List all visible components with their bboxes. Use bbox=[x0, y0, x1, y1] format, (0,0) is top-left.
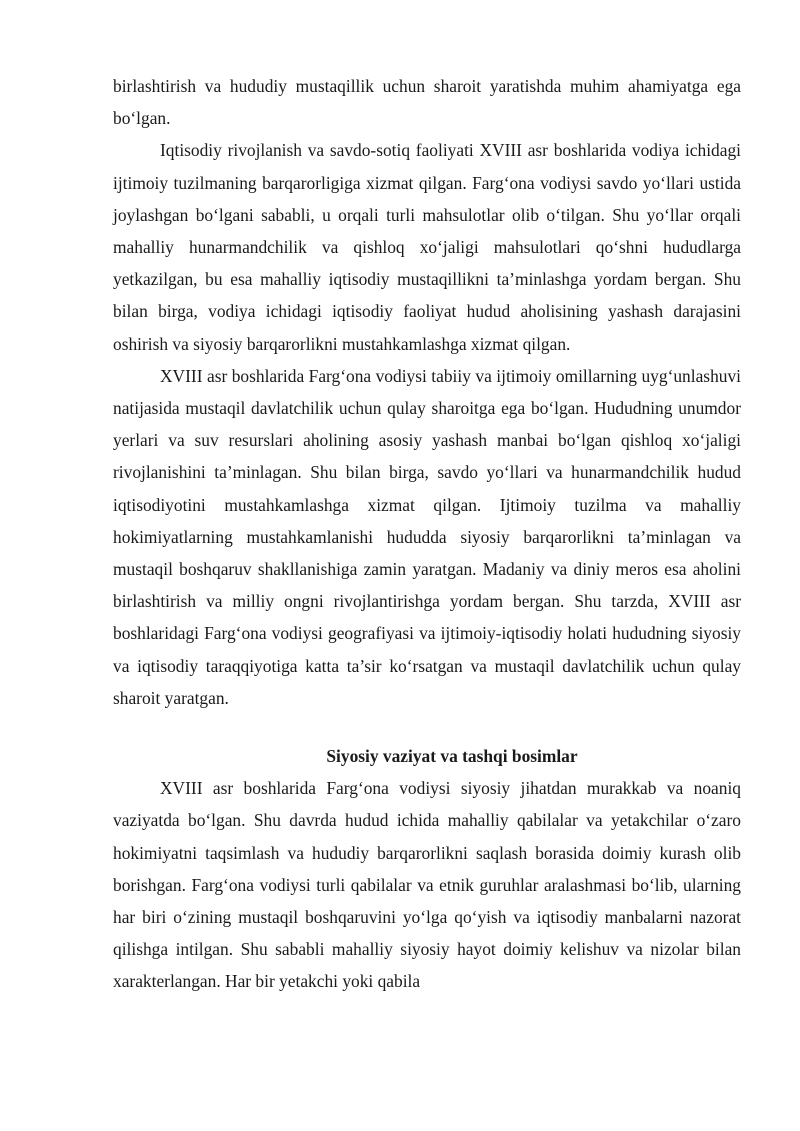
paragraph-continuation: birlashtirish va hududiy mustaqillik uchun sharoit yaratishda muhim ahamiyatga ega bo‘lgan. bbox=[113, 76, 741, 129]
paragraph-favorable-conditions: XVIII asr boshlarida Farg‘ona vodiysi tabiiy va ijtimoiy omillarning uyg‘unlashuvi natijasida mustaqil davlatchilik uchun qulay sharoitga ega bo‘lgan. Hududning unumdor yerlari va suv resurslari aholining asosiy yashash manbai bo‘lgan qishloq xo‘jaligi rivojlanishini ta’minlagan. Shu bilan birga, savdo yo‘llari va hunarmandchilik hudud iqtisodiyotini mustahkamlashga xizmat qilgan. Ijtimoiy tuzilma va mahalliy hokimiyatlarning mustahkamlanishi hududda siyosiy barqarorlikni ta’minlagan va mustaqil boshqaruv shakllanishiga zamin yaratgan. Madaniy va diniy meros esa aholini birlashtirish va milliy ongni rivojlantirishga yordam bergan. Shu tarzda, XVIII asr boshlaridagi Farg‘ona vodiysi geografiyasi va ijtimoiy-iqtisodiy holati hududning siyosiy va iqtisodiy taraqqiyotiga katta ta’sir ko‘rsatgan va mustaqil davlatchilik uchun qulay sharoit yaratgan. bbox=[113, 365, 741, 708]
paragraph-political-situation: XVIII asr boshlarida Farg‘ona vodiysi siyosiy jihatdan murakkab va noaniq vaziyatda bo‘lgan. Shu davrda hudud ichida mahalliy qabilalar va yetakchilar o‘zaro hokimiyatni taqsimlash va hududiy barqarorlikni saqlash borasida doimiy kurash olib borishgan. Farg‘ona vodiysi turli qabilalar va etnik guruhlar aralashmasi bo‘lib, ularning har biri o‘zining mustaqil boshqaruvini yo‘lga qo‘yish va iqtisodiy manbalarni nazorat qilishga intilgan. Shu sababli mahalliy siyosiy hayot doimiy kelishuv va nizolar bilan xarakterlangan. Har bir yetakchi yoki qabila bbox=[113, 778, 741, 992]
section-spacer bbox=[113, 714, 741, 740]
paragraph-economic-development: Iqtisodiy rivojlanish va savdo-sotiq faoliyati XVIII asr boshlarida vodiya ichidagi ijtimoiy tuzilmaning barqarorligiga xizmat qilgan. Farg‘ona vodiysi savdo yo‘llari ustida joylashgan bo‘lgani sababli, u orqali turli mahsulotlar olib o‘tilgan. Shu yo‘llar orqali mahalliy hunarmandchilik va qishloq xo‘jaligi mahsulotlari qo‘shni hududlarga yetkazilgan, bu esa mahalliy iqtisodiy mustaqillikni ta’minlashga yordam bergan. Shu bilan birga, vodiya ichidagi iqtisodiy faoliyat hudud aholisining yashash darajasini oshirish va siyosiy barqarorlikni mustahkamlashga xizmat qilgan. bbox=[113, 140, 741, 354]
section-heading: Siyosiy vaziyat va tashqi bosimlar bbox=[326, 746, 578, 767]
document-page bbox=[113, 70, 741, 998]
